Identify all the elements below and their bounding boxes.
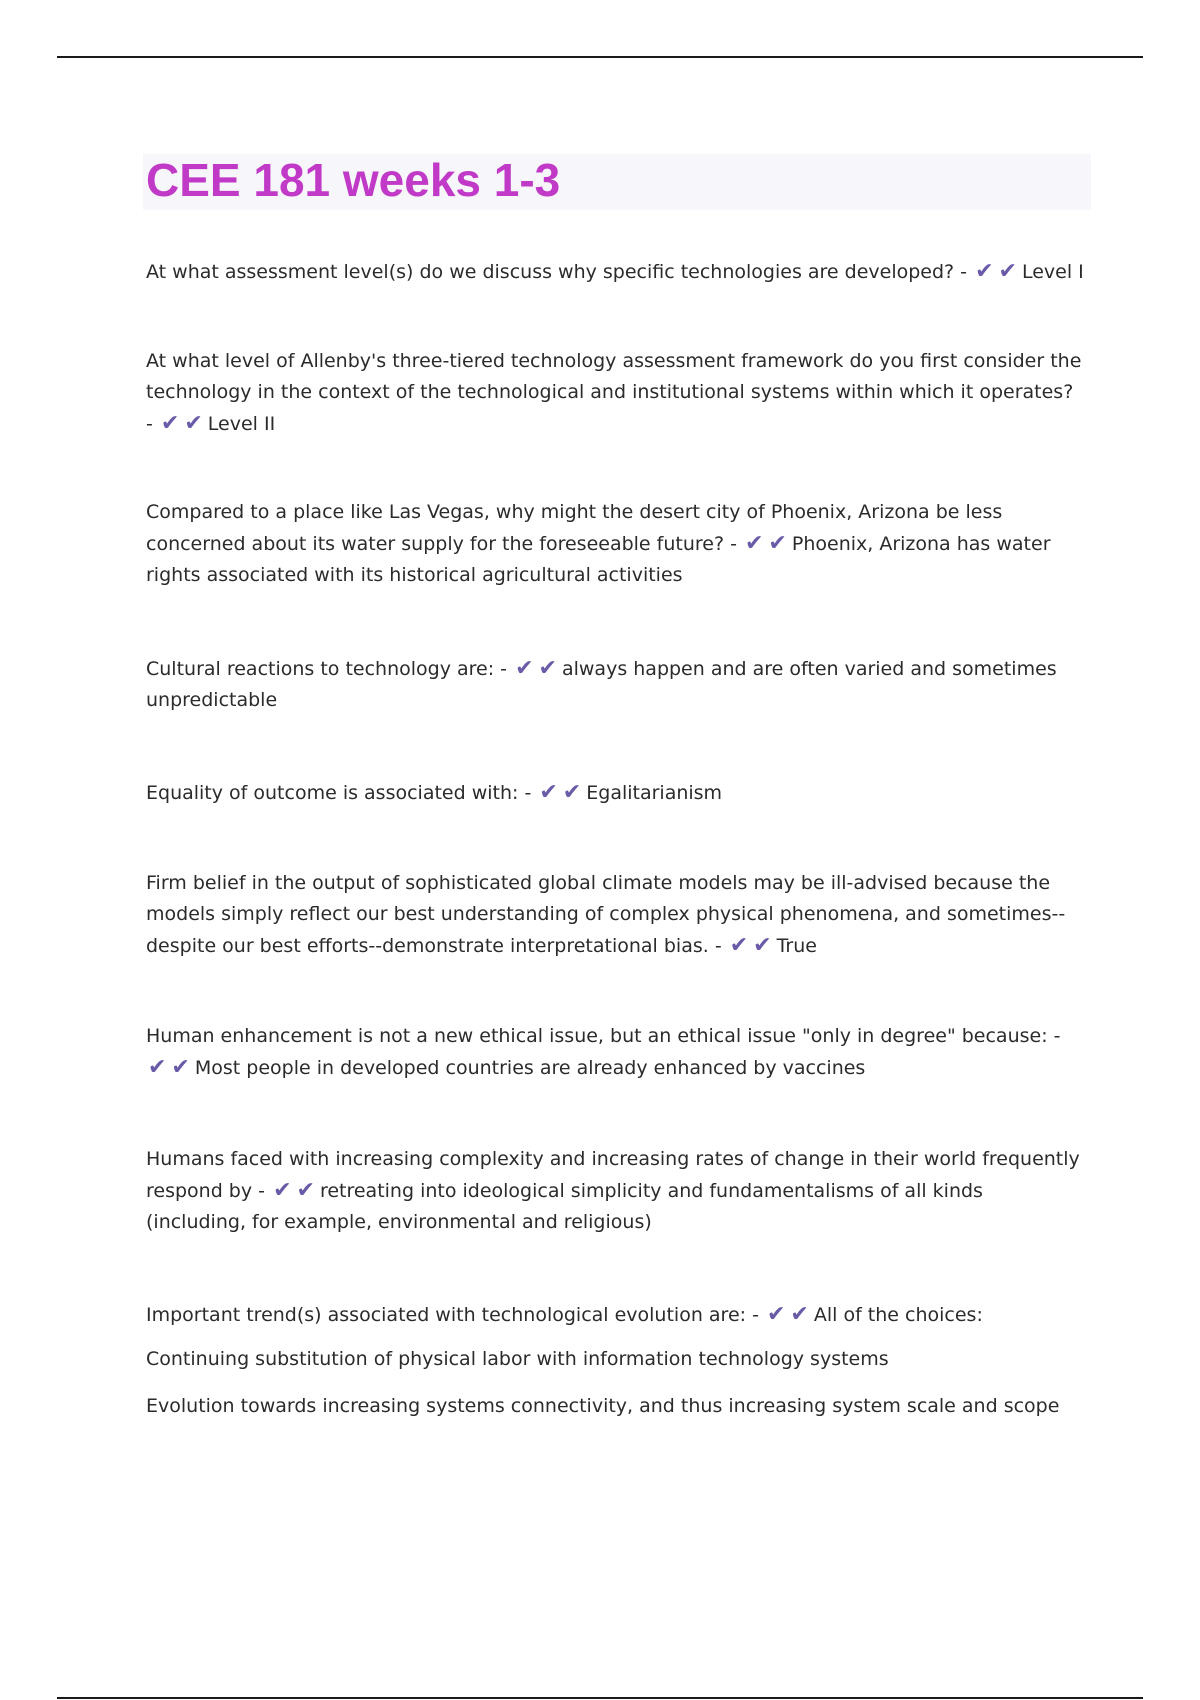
question-text: At what level of Allenby's three-tiered technology assessment framework do you first consider the technology in the context of the technological and institutional systems within which it operates? -	[146, 350, 1082, 435]
question-text: Compared to a place like Las Vegas, why might the desert city of Phoenix, Arizona be less concerned about its water supply for the foreseeable future? -	[146, 501, 1003, 555]
question-text: Human enhancement is not a new ethical issue, but an ethical issue "only in degree" because: -	[146, 1025, 1061, 1047]
check-icon: ✔✔	[160, 411, 208, 436]
check-icon: ✔✔	[729, 933, 777, 958]
answer-text: All of the choices:	[813, 1304, 983, 1326]
question-text: Cultural reactions to technology are: -	[146, 658, 508, 680]
qa-item-8	[146, 1144, 1086, 1238]
answer-text: Level II	[207, 413, 276, 435]
document-title: CEE 181 weeks 1-3	[146, 154, 561, 206]
answer-text: retreating into ideological simplicity and fundamentalisms of all kinds (including, for example, environmental and religious)	[146, 1180, 983, 1233]
answer-text: Egalitarianism	[586, 782, 723, 804]
answer-text: True	[776, 935, 817, 957]
question-text: Humans faced with increasing complexity and increasing rates of change in their world frequently respond by -	[146, 1148, 1080, 1202]
answer-text: Level I	[1021, 261, 1084, 283]
qa-item-5	[146, 777, 1086, 809]
answer-text: Most people in developed countries are already enhanced by vaccines	[194, 1057, 866, 1079]
question-text: Firm belief in the output of sophisticated global climate models may be ill-advised because the models simply reflect our best understanding of complex physical phenomena, and sometimes--despite our best efforts--demonstrate interpretational bias. -	[146, 872, 1066, 957]
choice-line-2: Evolution towards increasing systems connectivity, and thus increasing system scale and scope	[146, 1395, 1060, 1417]
question-text: At what assessment level(s) do we discuss why specific technologies are developed? -	[146, 261, 968, 283]
choice-line-1: Continuing substitution of physical labor with information technology systems	[146, 1348, 889, 1370]
check-icon: ✔✔	[515, 656, 562, 681]
qa-item-9	[146, 1299, 1086, 1331]
qa-item-7	[146, 1021, 1086, 1084]
check-icon: ✔✔	[539, 780, 587, 805]
answer-text: always happen and are often varied and sometimes unpredictable	[146, 658, 1057, 711]
qa-item-6	[146, 868, 1086, 962]
check-icon: ✔✔	[745, 531, 792, 556]
qa-item-3	[146, 497, 1086, 591]
qa-item-2	[146, 346, 1086, 440]
bottom-rule	[57, 1697, 1143, 1699]
check-icon: ✔✔	[148, 1055, 195, 1080]
answer-text: Phoenix, Arizona has water rights associated with its historical agricultural activities	[146, 533, 1051, 586]
top-rule	[57, 56, 1143, 58]
check-icon: ✔✔	[273, 1178, 320, 1203]
qa-item-4	[146, 653, 1086, 716]
check-icon: ✔✔	[975, 259, 1022, 284]
question-text: Important trend(s) associated with technological evolution are: -	[146, 1304, 759, 1326]
question-text: Equality of outcome is associated with: -	[146, 782, 532, 804]
check-icon: ✔✔	[766, 1302, 814, 1327]
qa-item-1	[146, 256, 1086, 288]
